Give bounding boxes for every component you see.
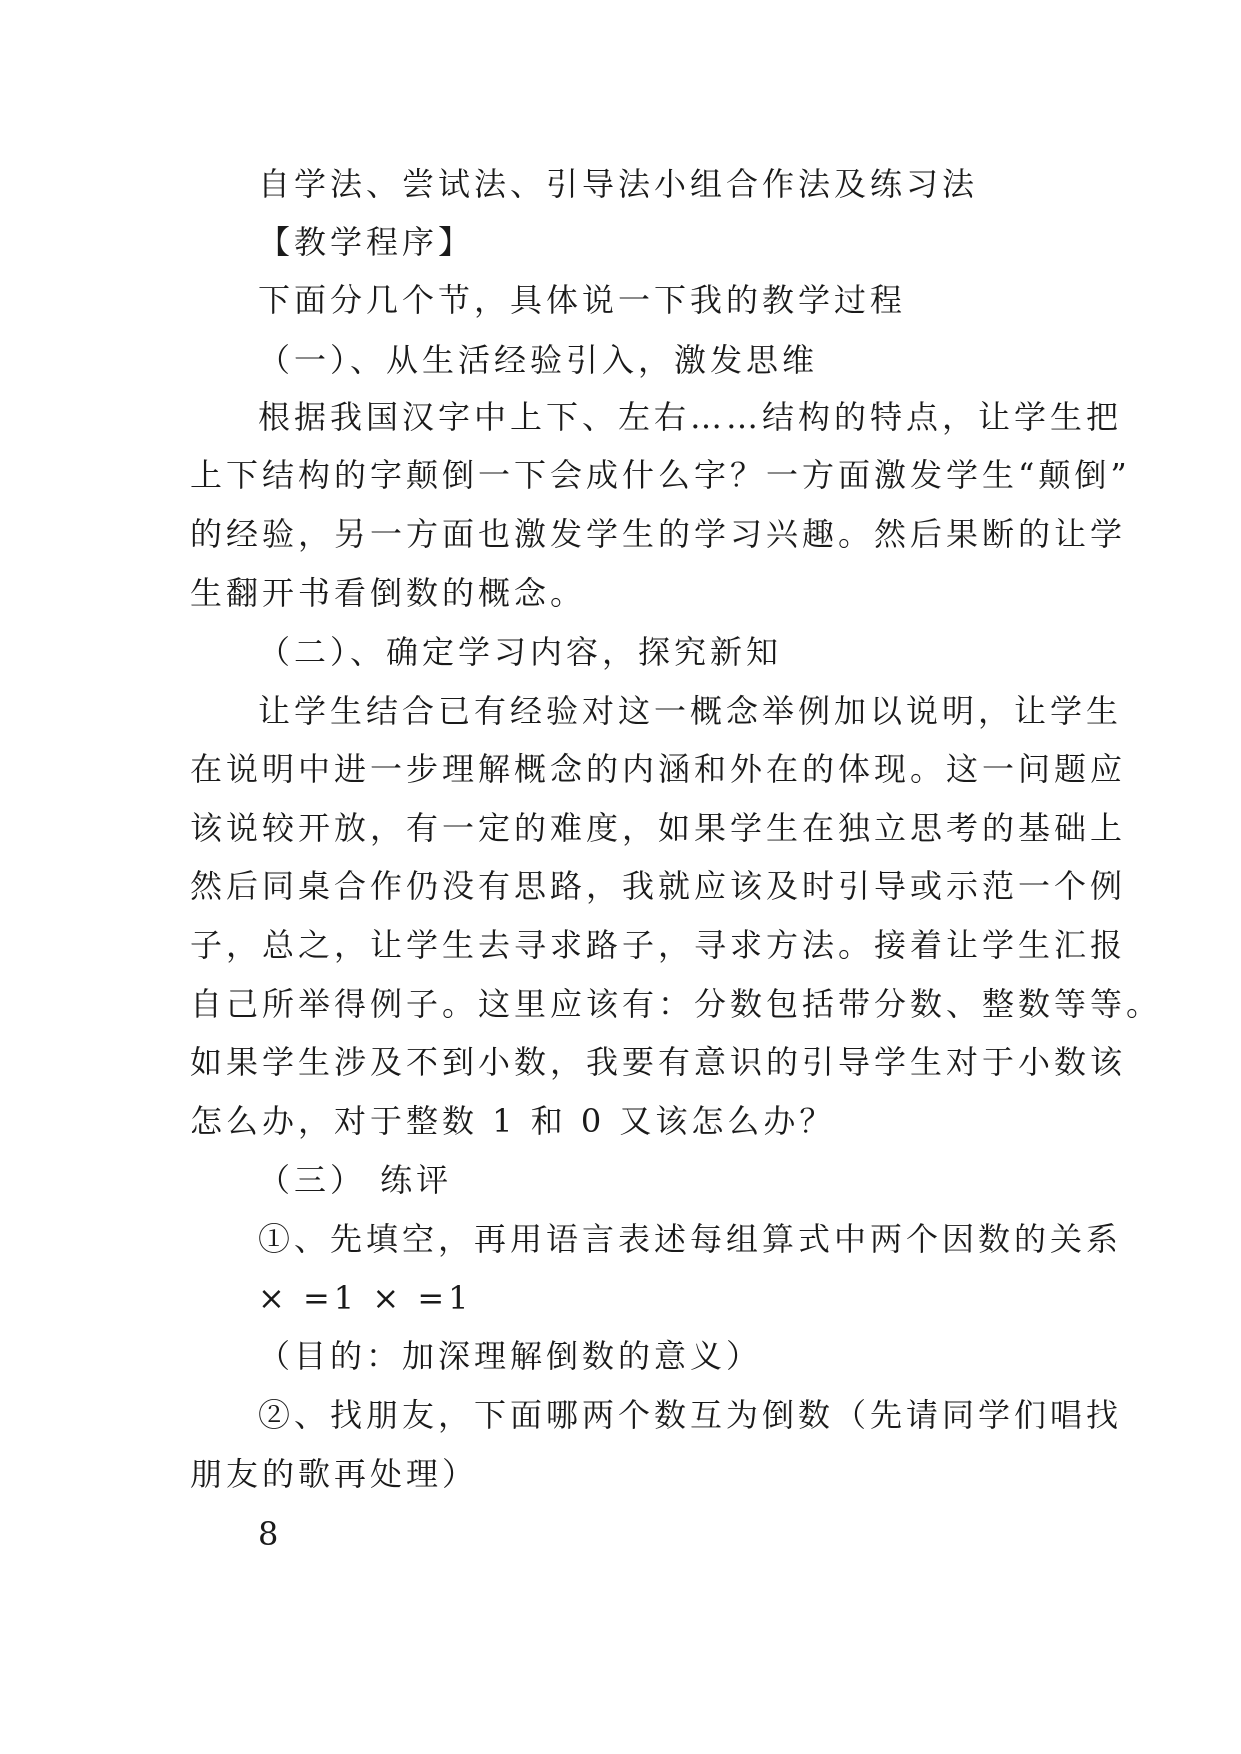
text-line: ①、先填空，再用语言表述每组算式中两个因数的关系: [258, 1220, 1123, 1258]
subsection-heading: （三） 练评: [258, 1161, 453, 1199]
text-line: （目的：加深理解倒数的意义）: [258, 1337, 763, 1375]
text-line: 让学生结合已有经验对这一概念举例加以说明，让学生: [258, 692, 1123, 730]
text-line: 生翻开书看倒数的概念。: [190, 574, 587, 612]
section-heading: 【教学程序】: [258, 223, 475, 261]
text-line: 上下结构的字颠倒一下会成什么字？一方面激发学生“颠倒”: [190, 456, 1131, 494]
subsection-heading: （二）、确定学习内容，探究新知: [258, 633, 783, 671]
subsection-heading: （一）、从生活经验引入，激发思维: [258, 341, 819, 379]
text-line: 朋友的歌再处理）: [190, 1455, 479, 1493]
formula-line: × =1 × =1: [258, 1279, 473, 1317]
text-line: 自学法、尝试法、引导法小组合作法及练习法: [258, 165, 979, 203]
text-line: 自己所举得例子。这里应该有：分数包括带分数、整数等等。: [190, 985, 1163, 1023]
text-line: 根据我国汉字中上下、左右……结构的特点，让学生把: [258, 398, 1123, 436]
text-line: 怎么办，对于整数 1 和 0 又该怎么办？: [190, 1102, 836, 1140]
text-line: 子，总之，让学生去寻求路子，寻求方法。接着让学生汇报: [190, 926, 1127, 964]
text-line: 在说明中进一步理解概念的内涵和外在的体现。这一问题应: [190, 750, 1127, 788]
text-line: 的经验，另一方面也激发学生的学习兴趣。然后果断的让学: [190, 515, 1127, 553]
text-line: 下面分几个节，具体说一下我的教学过程: [258, 281, 907, 319]
text-line: 然后同桌合作仍没有思路，我就应该及时引导或示范一个例: [190, 867, 1127, 905]
text-line: 该说较开放，有一定的难度，如果学生在独立思考的基础上: [190, 809, 1127, 847]
number-line: 8: [258, 1515, 283, 1553]
text-line: ②、找朋友，下面哪两个数互为倒数（先请同学们唱找: [258, 1396, 1123, 1434]
text-line: 如果学生涉及不到小数，我要有意识的引导学生对于小数该: [190, 1043, 1127, 1081]
